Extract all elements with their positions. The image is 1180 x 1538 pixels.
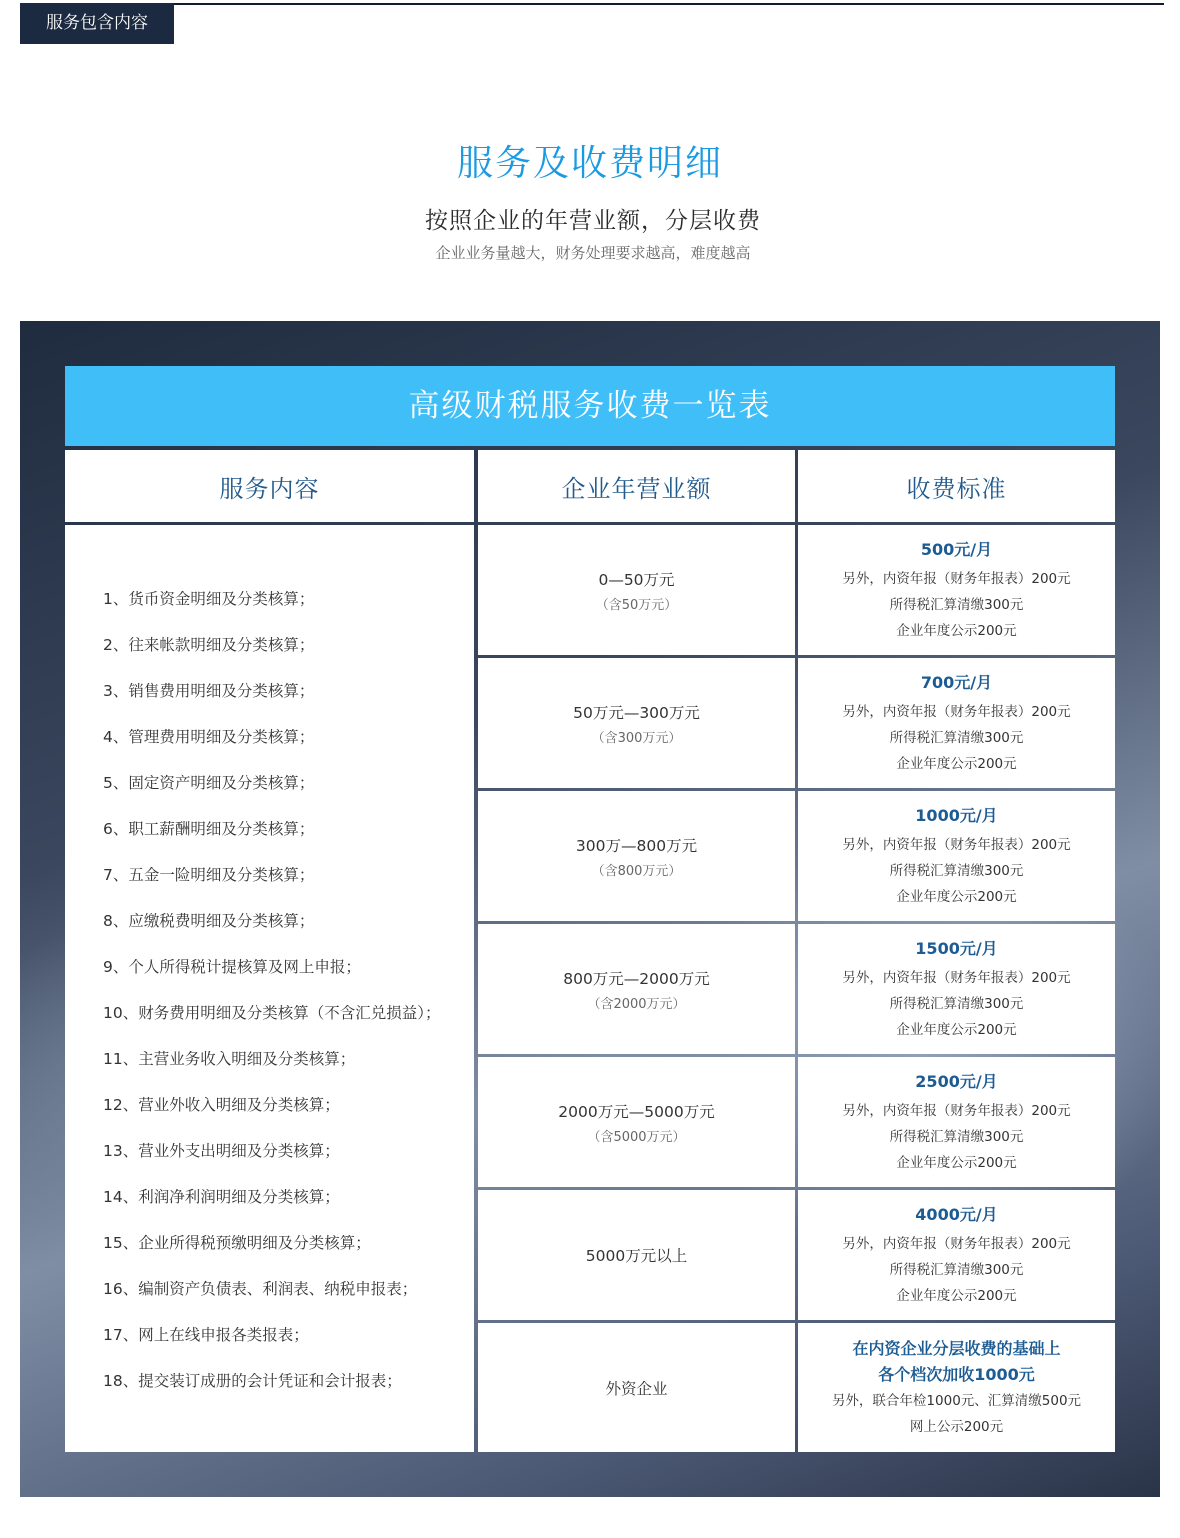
fee-extra: 企业年度公示200元 [896,1154,1017,1171]
list-item: 10、财务费用明细及分类核算（不含汇兑损益）； [103,1004,441,1022]
list-item: 1、货币资金明细及分类核算； [103,590,315,608]
table-row-fee [798,1057,1115,1187]
table-row-fee [798,924,1115,1054]
list-item: 7、五金一险明细及分类核算； [103,866,315,884]
revenue-note: （含800万元） [591,863,682,879]
fee-extra: 网上公示200元 [909,1418,1004,1435]
fee-extra: 所得税汇算清缴300元 [889,862,1024,879]
table-row-revenue [478,1057,795,1187]
fee-price: 各个档次加收1000元 [878,1364,1035,1384]
page-subtitle: 按照企业的年营业额，分层收费 [425,208,761,234]
pricing-table [65,366,1115,1452]
revenue-note: （含300万元） [591,730,682,746]
fee-extra: 企业年度公示200元 [896,888,1017,905]
list-item: 2、往来帐款明细及分类核算； [103,636,315,654]
fee-extra: 企业年度公示200元 [896,1021,1017,1038]
fee-extra: 企业年度公示200元 [896,755,1017,772]
revenue-range: 50万元—300万元 [573,703,700,722]
list-item: 16、编制资产负债表、利润表、纳税申报表； [103,1280,418,1298]
page-caption: 企业业务量越大，财务处理要求越高，难度越高 [435,244,751,262]
table-row-revenue [478,1190,795,1320]
fee-price: 2500元/月 [915,1071,998,1091]
fee-extra: 另外，内资年报（财务年报表）200元 [842,703,1071,720]
list-item: 6、职工薪酬明细及分类核算； [103,820,315,838]
table-row-revenue [478,1323,795,1452]
table-banner: 高级财税服务收费一览表 [65,366,1115,446]
fee-extra: 另外，内资年报（财务年报表）200元 [842,1235,1071,1252]
list-item: 3、销售费用明细及分类核算； [103,682,315,700]
fee-price: 4000元/月 [915,1204,998,1224]
section-tab[interactable]: 服务包含内容 [20,3,174,44]
list-item: 11、主营业务收入明细及分类核算； [103,1050,356,1068]
revenue-range: 2000万元—5000万元 [558,1102,715,1121]
fee-price: 1000元/月 [915,805,998,825]
fee-extra: 另外，内资年报（财务年报表）200元 [842,836,1071,853]
header-fee: 收费标准 [798,450,1115,522]
fee-price: 在内资企业分层收费的基础上 [852,1338,1061,1358]
header-revenue: 企业年营业额 [478,450,795,522]
table-row-fee [798,525,1115,655]
fee-extra: 所得税汇算清缴300元 [889,1128,1024,1145]
list-item: 5、固定资产明细及分类核算； [103,774,315,792]
fee-extra: 所得税汇算清缴300元 [889,729,1024,746]
revenue-range: 外资企业 [605,1379,668,1398]
revenue-range: 0—50万元 [598,570,675,589]
service-list [65,525,474,1452]
table-row-revenue [478,525,795,655]
top-divider [20,3,1164,5]
list-item: 4、管理费用明细及分类核算； [103,728,315,746]
fee-extra: 另外，联合年检1000元、汇算清缴500元 [831,1392,1082,1409]
list-item: 15、企业所得税预缴明细及分类核算； [103,1234,371,1252]
fee-extra: 所得税汇算清缴300元 [889,596,1024,613]
fee-price: 1500元/月 [915,938,998,958]
list-item: 14、利润净利润明细及分类核算； [103,1188,340,1206]
fee-extra: 企业年度公示200元 [896,622,1017,639]
pricing-panel [20,321,1160,1497]
page-title: 服务及收费明细 [456,143,723,184]
fee-extra: 另外，内资年报（财务年报表）200元 [842,570,1071,587]
fee-extra: 所得税汇算清缴300元 [889,995,1024,1012]
fee-extra: 另外，内资年报（财务年报表）200元 [842,969,1071,986]
table-row-revenue [478,924,795,1054]
revenue-range: 300万—800万元 [575,836,698,855]
table-row-fee [798,791,1115,921]
fee-extra: 所得税汇算清缴300元 [889,1261,1024,1278]
fee-extra: 企业年度公示200元 [896,1287,1017,1304]
header-service: 服务内容 [65,450,474,522]
table-row-revenue [478,791,795,921]
table-row-revenue [478,658,795,788]
table-row-fee [798,1323,1115,1452]
revenue-note: （含50万元） [595,597,678,613]
list-item: 18、提交装订成册的会计凭证和会计报表； [103,1372,402,1390]
revenue-note: （含2000万元） [587,996,686,1012]
fee-price: 700元/月 [920,672,993,692]
list-item: 13、营业外支出明细及分类核算； [103,1142,340,1160]
list-item: 9、个人所得税计提核算及网上申报； [103,958,361,976]
fee-extra: 另外，内资年报（财务年报表）200元 [842,1102,1071,1119]
revenue-note: （含5000万元） [587,1129,686,1145]
revenue-range: 800万元—2000万元 [563,969,710,988]
list-item: 17、网上在线申报各类报表； [103,1326,309,1344]
list-item: 12、营业外收入明细及分类核算； [103,1096,340,1114]
list-item: 8、应缴税费明细及分类核算； [103,912,315,930]
revenue-range: 5000万元以上 [585,1247,688,1265]
table-row-fee [798,658,1115,788]
table-row-fee [798,1190,1115,1320]
fee-price: 500元/月 [920,539,993,559]
